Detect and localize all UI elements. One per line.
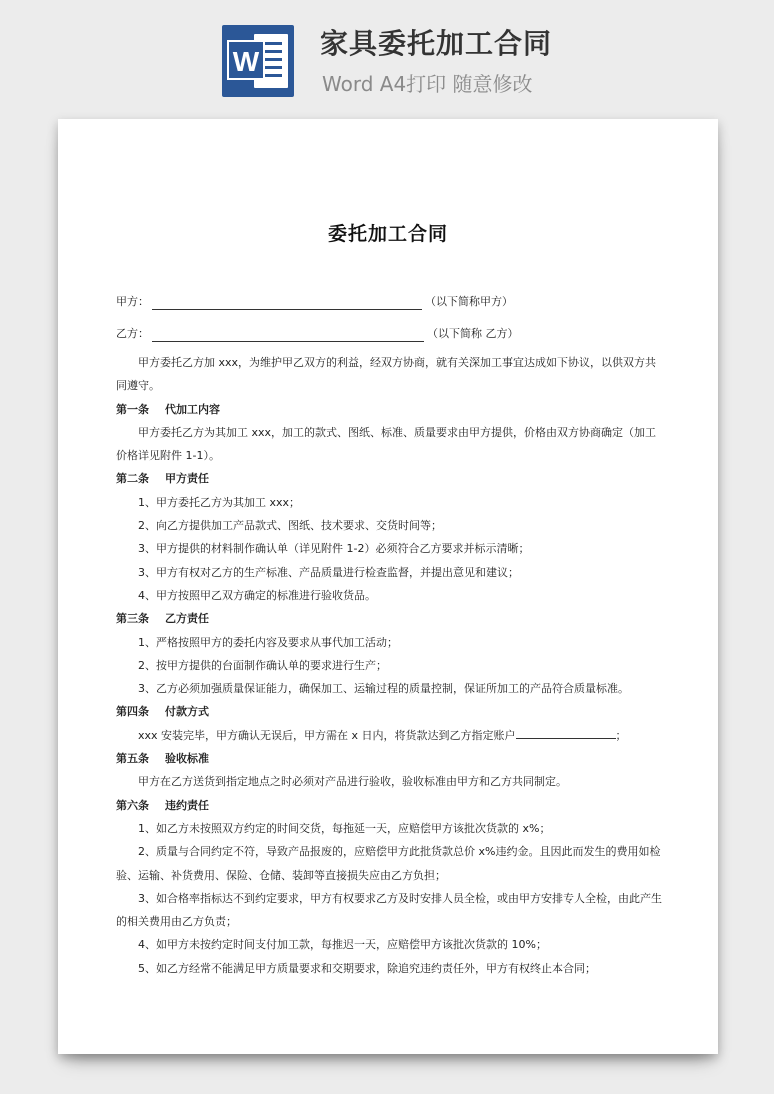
document-title: 委托加工合同: [327, 223, 448, 245]
article-2-item: 4、甲方按照甲乙双方确定的标准进行验收货品。: [138, 588, 376, 602]
article-2-item: 1、甲方委托乙方为其加工 xxx；: [138, 495, 301, 509]
party-b-label: 乙方：: [116, 327, 149, 340]
banner-title: 家具委托加工合同: [320, 27, 553, 60]
party-a-label: 甲方：: [116, 295, 149, 308]
article-6-item: 3、如合格率指标达不到约定要求，甲方有权要求乙方及时安排人员全检，或由甲方安排专人全检，由此产生的相关费用由乙方负责；: [116, 891, 662, 929]
article-2-item: 3、甲方提供的材料制作确认单（详见附件 1-2）必须符合乙方要求并标示清晰；: [138, 542, 530, 556]
party-a-suffix: （以下简称甲方）: [425, 295, 513, 308]
article-1-heading: 第一条 代加工内容: [116, 402, 220, 416]
document-page: [58, 119, 718, 1054]
party-a-blank: [152, 296, 422, 310]
party-a-line: [116, 294, 513, 310]
article-1-body: 甲方委托乙方为其加工 xxx，加工的款式、图纸、标准、质量要求由甲方提供，价格由双方协商确定（加工价格详见附件 1-1）。: [116, 425, 657, 463]
icon-letter: W: [227, 40, 265, 80]
article-2-heading: 第二条 甲方责任: [116, 472, 209, 486]
article-6-item: 1、如乙方未按照双方约定的时间交货，每拖延一天，应赔偿甲方该批次货款的 x%；: [138, 821, 551, 835]
party-b-line: [116, 326, 519, 342]
banner-header: [0, 0, 774, 110]
intro-paragraph: 甲方委托乙方加 xxx，为维护甲乙双方的利益，经双方协商，就有关深加工事宜达成如下协议，以供双方共同遵守。: [116, 356, 657, 393]
article-6-item: 4、如甲方未按约定时间支付加工款，每推迟一天，应赔偿甲方该批次货款的 10%；: [138, 938, 547, 952]
article-3-item: 2、按甲方提供的台面制作确认单的要求进行生产；: [138, 658, 387, 672]
word-document-icon: [222, 25, 294, 97]
party-b-blank: [152, 328, 424, 342]
article-6-item: 5、如乙方经常不能满足甲方质量要求和交期要求，除追究违约责任外，甲方有权终止本合同；: [138, 961, 596, 975]
contract-body: [116, 351, 662, 980]
article-3-item: 3、乙方必须加强质量保证能力，确保加工、运输过程的质量控制，保证所加工的产品符合质量标准。: [138, 682, 629, 696]
article-3-item: 1、严格按照甲方的委托内容及要求从事代加工活动；: [138, 635, 398, 649]
article-4-heading: 第四条 付款方式: [116, 705, 209, 719]
article-2-item: 3、甲方有权对乙方的生产标准、产品质量进行检查监督，并提出意见和建议；: [138, 565, 519, 579]
article-6-heading: 第六条 违约责任: [116, 798, 209, 812]
article-4-body: xxx 安装完毕，甲方确认无误后，甲方需在 x 日内，将货款达到乙方指定账户 ；: [116, 724, 662, 747]
account-blank: [516, 726, 616, 739]
party-b-suffix: （以下简称 乙方）: [427, 327, 519, 340]
article-5-body: 甲方在乙方送货到指定地点之时必须对产品进行验收，验收标准由甲方和乙方共同制定。: [138, 775, 567, 789]
banner-subtitle: Word A4打印 随意修改: [322, 72, 533, 96]
article-3-heading: 第三条 乙方责任: [116, 612, 209, 626]
article-2-item: 2、向乙方提供加工产品款式、图纸、技术要求、交货时间等；: [138, 519, 442, 533]
article-6-item: 2、质量与合同约定不符，导致产品报废的，应赔偿甲方此批货款总价 x%违约金。且因此而发生的费用如检验、运输、补货费用、保险、仓储、装卸等直接损失应由乙方负担；: [116, 845, 661, 882]
article-5-heading: 第五条 验收标准: [116, 752, 209, 766]
